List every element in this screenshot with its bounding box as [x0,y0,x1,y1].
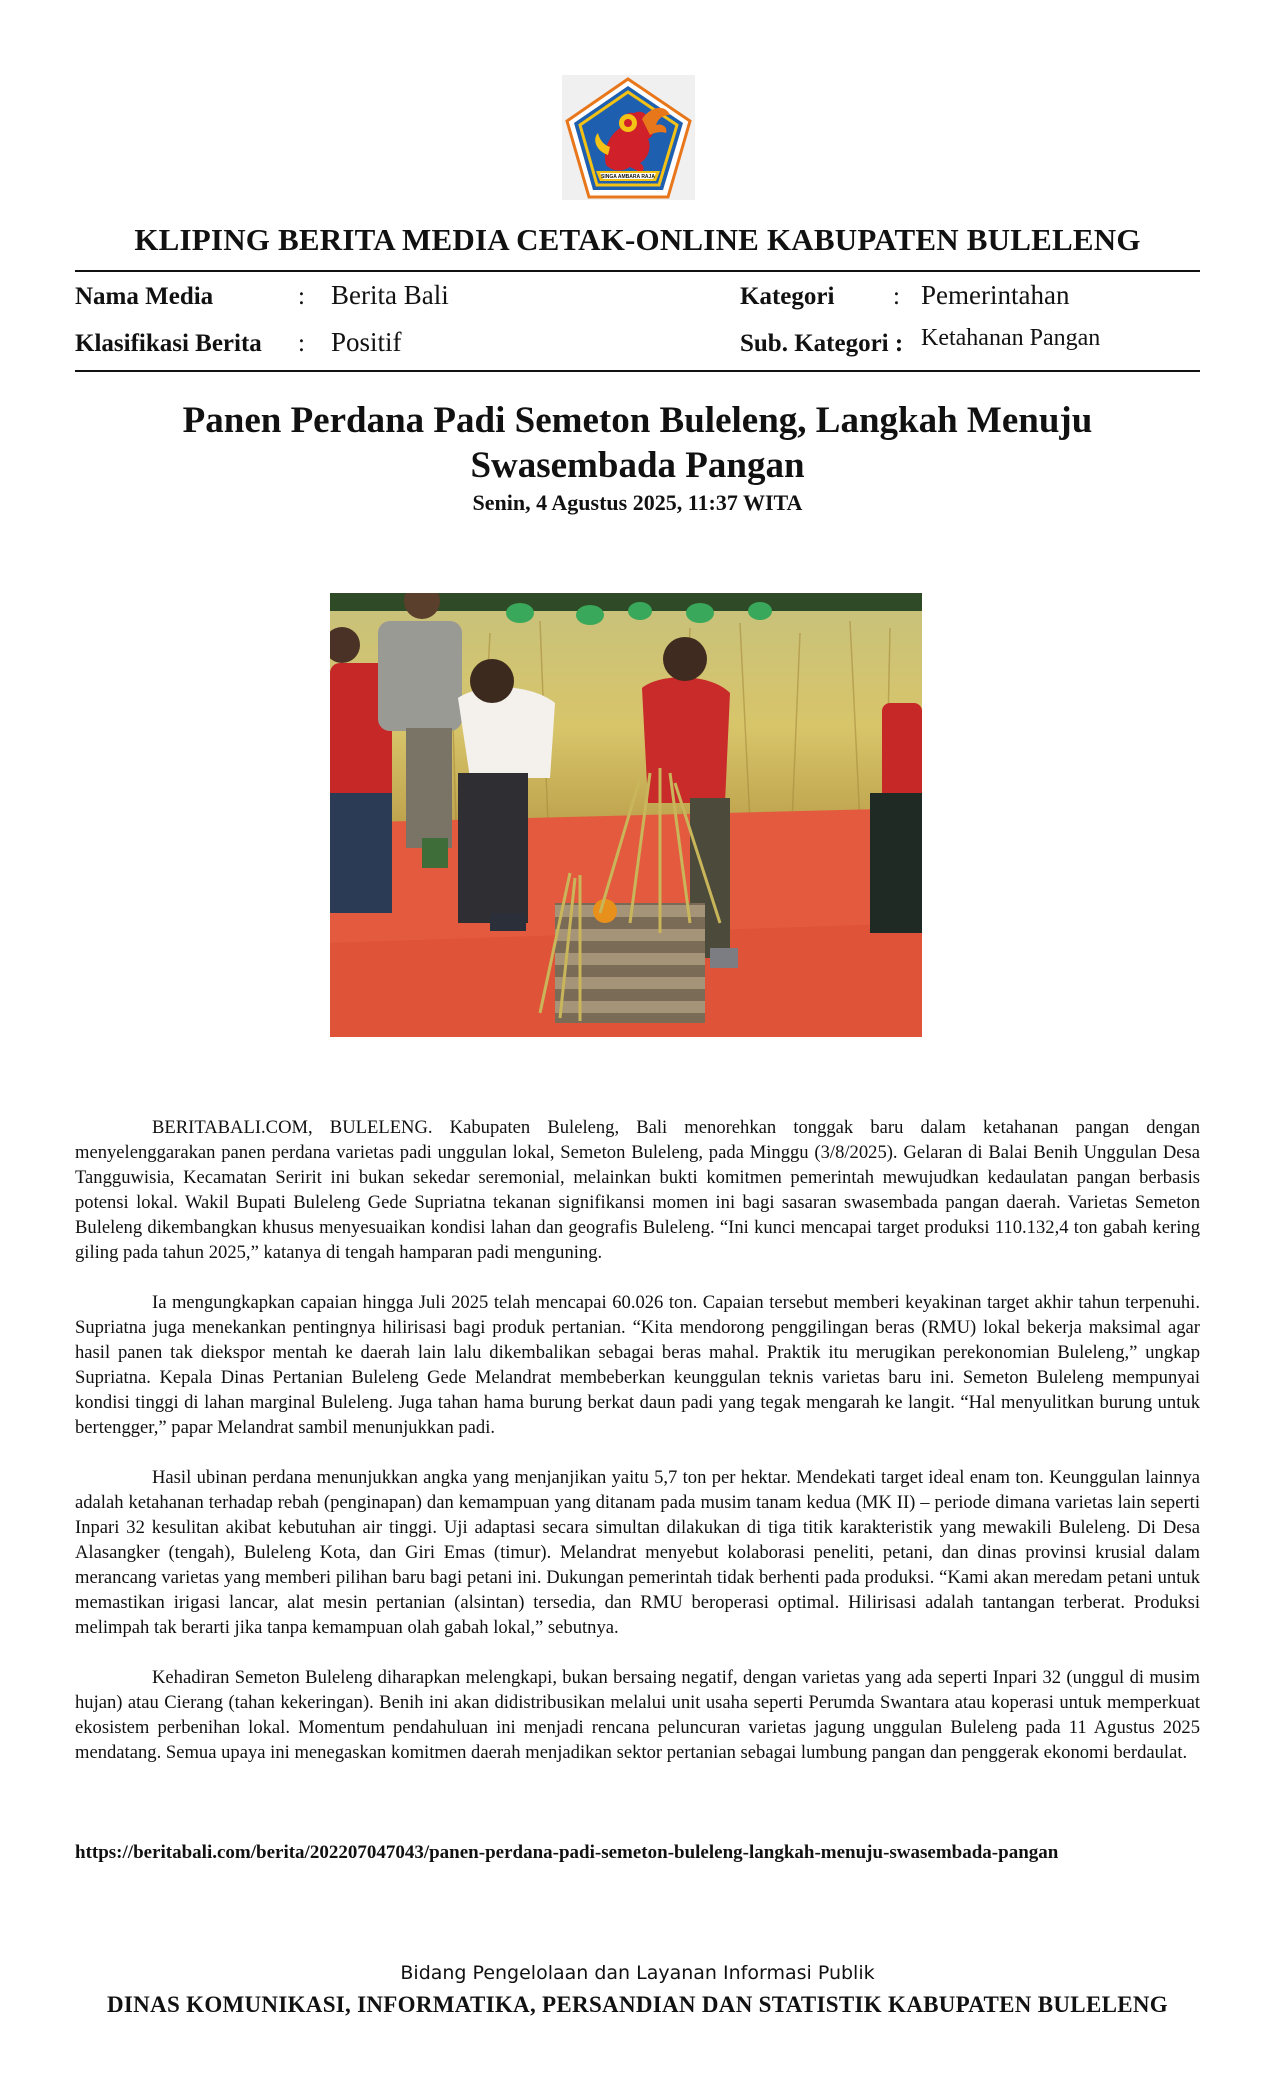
article-headline: Panen Perdana Padi Semeton Buleleng, Langkah Menuju Swasembada Pangan [182,400,1093,486]
kategori-value: Pemerintahan [921,280,1070,310]
header-rule-top [75,270,1200,272]
harvest-photo [330,593,922,1037]
media-colon: : [298,283,305,310]
article-paragraph: Kehadiran Semeton Buleleng diharapkan melengkapi, bukan bersaing negatif, dengan varietas yang ada seperti Inpari 32 (unggul di musim hujan) atau Cierang (tahan kekeringan). Benih ini akan didistribusikan melalui unit usaha seperti Perumda Swantara atau koperasi untuk memperkuat ekosistem perbenihan lokal. Momentum pendahuluan ini menjadi rencana peluncuran varietas jagung unggulan Buleleng pada 11 Agustus 2025 mendatang. Semua upaya ini menegaskan komitmen daerah menjadikan sektor pertanian sebagai lumbung pangan dan penggerak ekonomi berdaulat. [75,1667,1200,1763]
kategori-colon: : [893,283,900,310]
kategori-label: Kategori [740,283,835,310]
footer-agency: DINAS KOMUNIKASI, INFORMATIKA, PERSANDIAN DAN STATISTIK KABUPATEN BULELENG [107,1992,1168,2017]
article-paragraph: Ia mengungkapkan capaian hingga Juli 2025 telah mencapai 60.026 ton. Capaian tersebut memberi keyakinan target akhir tahun terpenuhi. Supriatna juga menekankan pentingnya hilirisasi bagi produk pertanian. “Kita mendorong penggilingan beras (RMU) lokal bekerja maksimal agar hasil panen tak diekspor mentah ke daerah lain lalu dikembalikan sebagai beras mahal. Praktik itu merugikan perekonomian Buleleng,” ungkap Supriatna. Kepala Dinas Pertanian Buleleng Gede Melandrat membeberkan keunggulan teknis varietas baru ini. Semeton Buleleng mempunyai kondisi tinggi di lahan marginal Buleleng. Juga tahan hama burung berkat daun padi yang tegak mengarah ke langit. “Hal menyulitkan burung untuk bertengger,” papar Melandrat sambil menunjukkan padi. [75,1292,1200,1438]
regency-logo [562,75,695,200]
sub-kategori-value: Ketahanan Pangan [921,325,1101,351]
media-value: Berita Bali [331,280,449,310]
footer-division: Bidang Pengelolaan dan Layanan Informasi Publik [400,1962,875,1984]
logo-banner-text: SINGA AMBARA RAJA [601,174,655,180]
article-paragraph: BERITABALI.COM, BULELENG. Kabupaten Buleleng, Bali menorehkan tonggak baru dalam ketahanan pangan dengan menyelenggarakan panen perdana varietas padi unggulan lokal, Semeton Buleleng, pada Minggu (3/8/2025). Gelaran di Balai Benih Unggulan Desa Tangguwisia, Kecamatan Seririt ini bukan sekedar seremonial, melainkan bukti komitmen pemerintah mewujudkan kedaulatan pangan berbasis potensi lokal. Wakil Bupati Buleleng Gede Supriatna tekanan signifikansi momen ini bagi sasaran swasembada pangan daerah. Varietas Semeton Buleleng dikembangkan khusus menyesuaikan kondisi lahan dan geografis Buleleng. “Ini kunci mencapai target produksi 110.132,4 ton gabah kering giling pada tahun 2025,” katanya di tengah hamparan padi menguning. [75,1117,1200,1263]
document-title: KLIPING BERITA MEDIA CETAK-ONLINE KABUPATEN BULELENG [134,222,1141,257]
article-dateline: Senin, 4 Agustus 2025, 11:37 WITA [472,490,803,515]
klasifikasi-label: Klasifikasi Berita [75,330,262,357]
klasifikasi-value: Positif [331,327,402,357]
media-label: Nama Media [75,283,214,310]
header-rule-bottom [75,370,1200,372]
source-link[interactable]: https://beritabali.com/berita/202207047043/panen-perdana-padi-semeton-buleleng-langkah-menuju-swasembada-pangan [75,1842,1059,1863]
sub-kategori-label: Sub. Kategori : [740,330,904,357]
article-paragraph: Hasil ubinan perdana menunjukkan angka yang menjanjikan yaitu 5,7 ton per hektar. Mendekati target ideal enam ton. Keunggulan lainnya adalah ketahanan terhadap rebah (penginapan) dan kemampuan yang ditanam pada musim tanam kedua (MK II) – periode dimana varietas lain seperti Inpari 32 kesulitan akibat kebutuhan air tinggi. Uji adaptasi secara simultan dilakukan di tiga titik karakteristik yang mewakili Buleleng. Di Desa Alasangker (tengah), Buleleng Kota, dan Giri Emas (timur). Melandrat menyebut kolaborasi peneliti, petani, dan dinas provinsi krusial dalam merancang varietas yang memberi pilihan baru bagi petani ini. Dukungan pemerintah tidak berhenti pada produksi. “Kami akan meredam petani untuk memastikan irigasi lancar, alat mesin pertanian (alsintan) tersedia, dan RMU beroperasi optimal. Hilirisasi adalah tantangan terberat. Produksi melimpah tak berarti jika tanpa kemampuan olah gabah lokal,” sebutnya. [75,1467,1200,1638]
article-body [75,1115,1200,1790]
klasifikasi-colon: : [298,330,305,357]
